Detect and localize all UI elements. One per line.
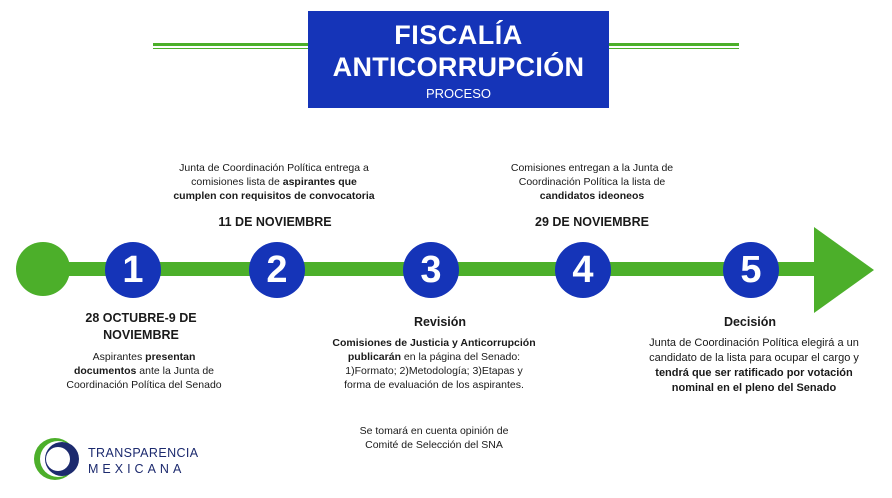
page-title-line1: FISCALÍA [394, 20, 523, 50]
title-box [308, 11, 609, 108]
logo-text-line2: MEXICANA [88, 462, 186, 476]
step2-description: Junta de Coordinación Política entrega a comisiones lista de aspirantes que cumplen con requisitos de convocatoria [173, 162, 375, 202]
title-rule-right-thin [609, 48, 739, 49]
step-circle-5: 5 [723, 242, 779, 298]
step-circle-4: 4 [555, 242, 611, 298]
timeline-arrowhead [812, 227, 876, 313]
step1-heading: 28 OCTUBRE-9 DE NOVIEMBRE [85, 311, 197, 342]
step-circle-2: 2 [249, 242, 305, 298]
title-rule-right [609, 43, 739, 46]
logo-text-line1: TRANSPARENCIA [88, 446, 199, 460]
title-rule-left [153, 43, 308, 46]
title-rule-left-thin [153, 48, 308, 49]
step3-description: Comisiones de Justicia y Anticorrupción publicarán en la página del Senado: 1)Formato; 2)Metodología; 3)Etapas y forma de evaluación de los aspirantes. [332, 337, 536, 391]
page-title-line2: ANTICORRUPCIÓN [332, 52, 585, 82]
transparencia-logo-icon [32, 436, 80, 482]
step2-date: 11 DE NOVIEMBRE [218, 215, 332, 229]
page-subtitle: PROCESO [425, 86, 491, 101]
timeline-start-dot [16, 242, 70, 296]
step-circle-3: 3 [403, 242, 459, 298]
step5-description: Junta de Coordinación Política elegirá a un candidato de la lista para ocupar el cargo y tendrá que ser ratificado por votación nominal en el pleno del Senado [649, 337, 859, 394]
step4-description: Comisiones entregan a la Junta de Coordinación Política la lista de candidatos ideoneos [510, 162, 674, 202]
step1-description: Aspirantes presentan documentos ante la Junta de Coordinación Política del Senado [66, 351, 222, 391]
step4-date: 29 DE NOVIEMBRE [535, 215, 649, 229]
step5-heading: Decisión [723, 315, 777, 329]
step-circle-1: 1 [105, 242, 161, 298]
step3-note: Se tomará en cuenta opinión de Comité de Selección del SNA [359, 425, 509, 451]
step3-heading: Revisión [413, 315, 467, 329]
